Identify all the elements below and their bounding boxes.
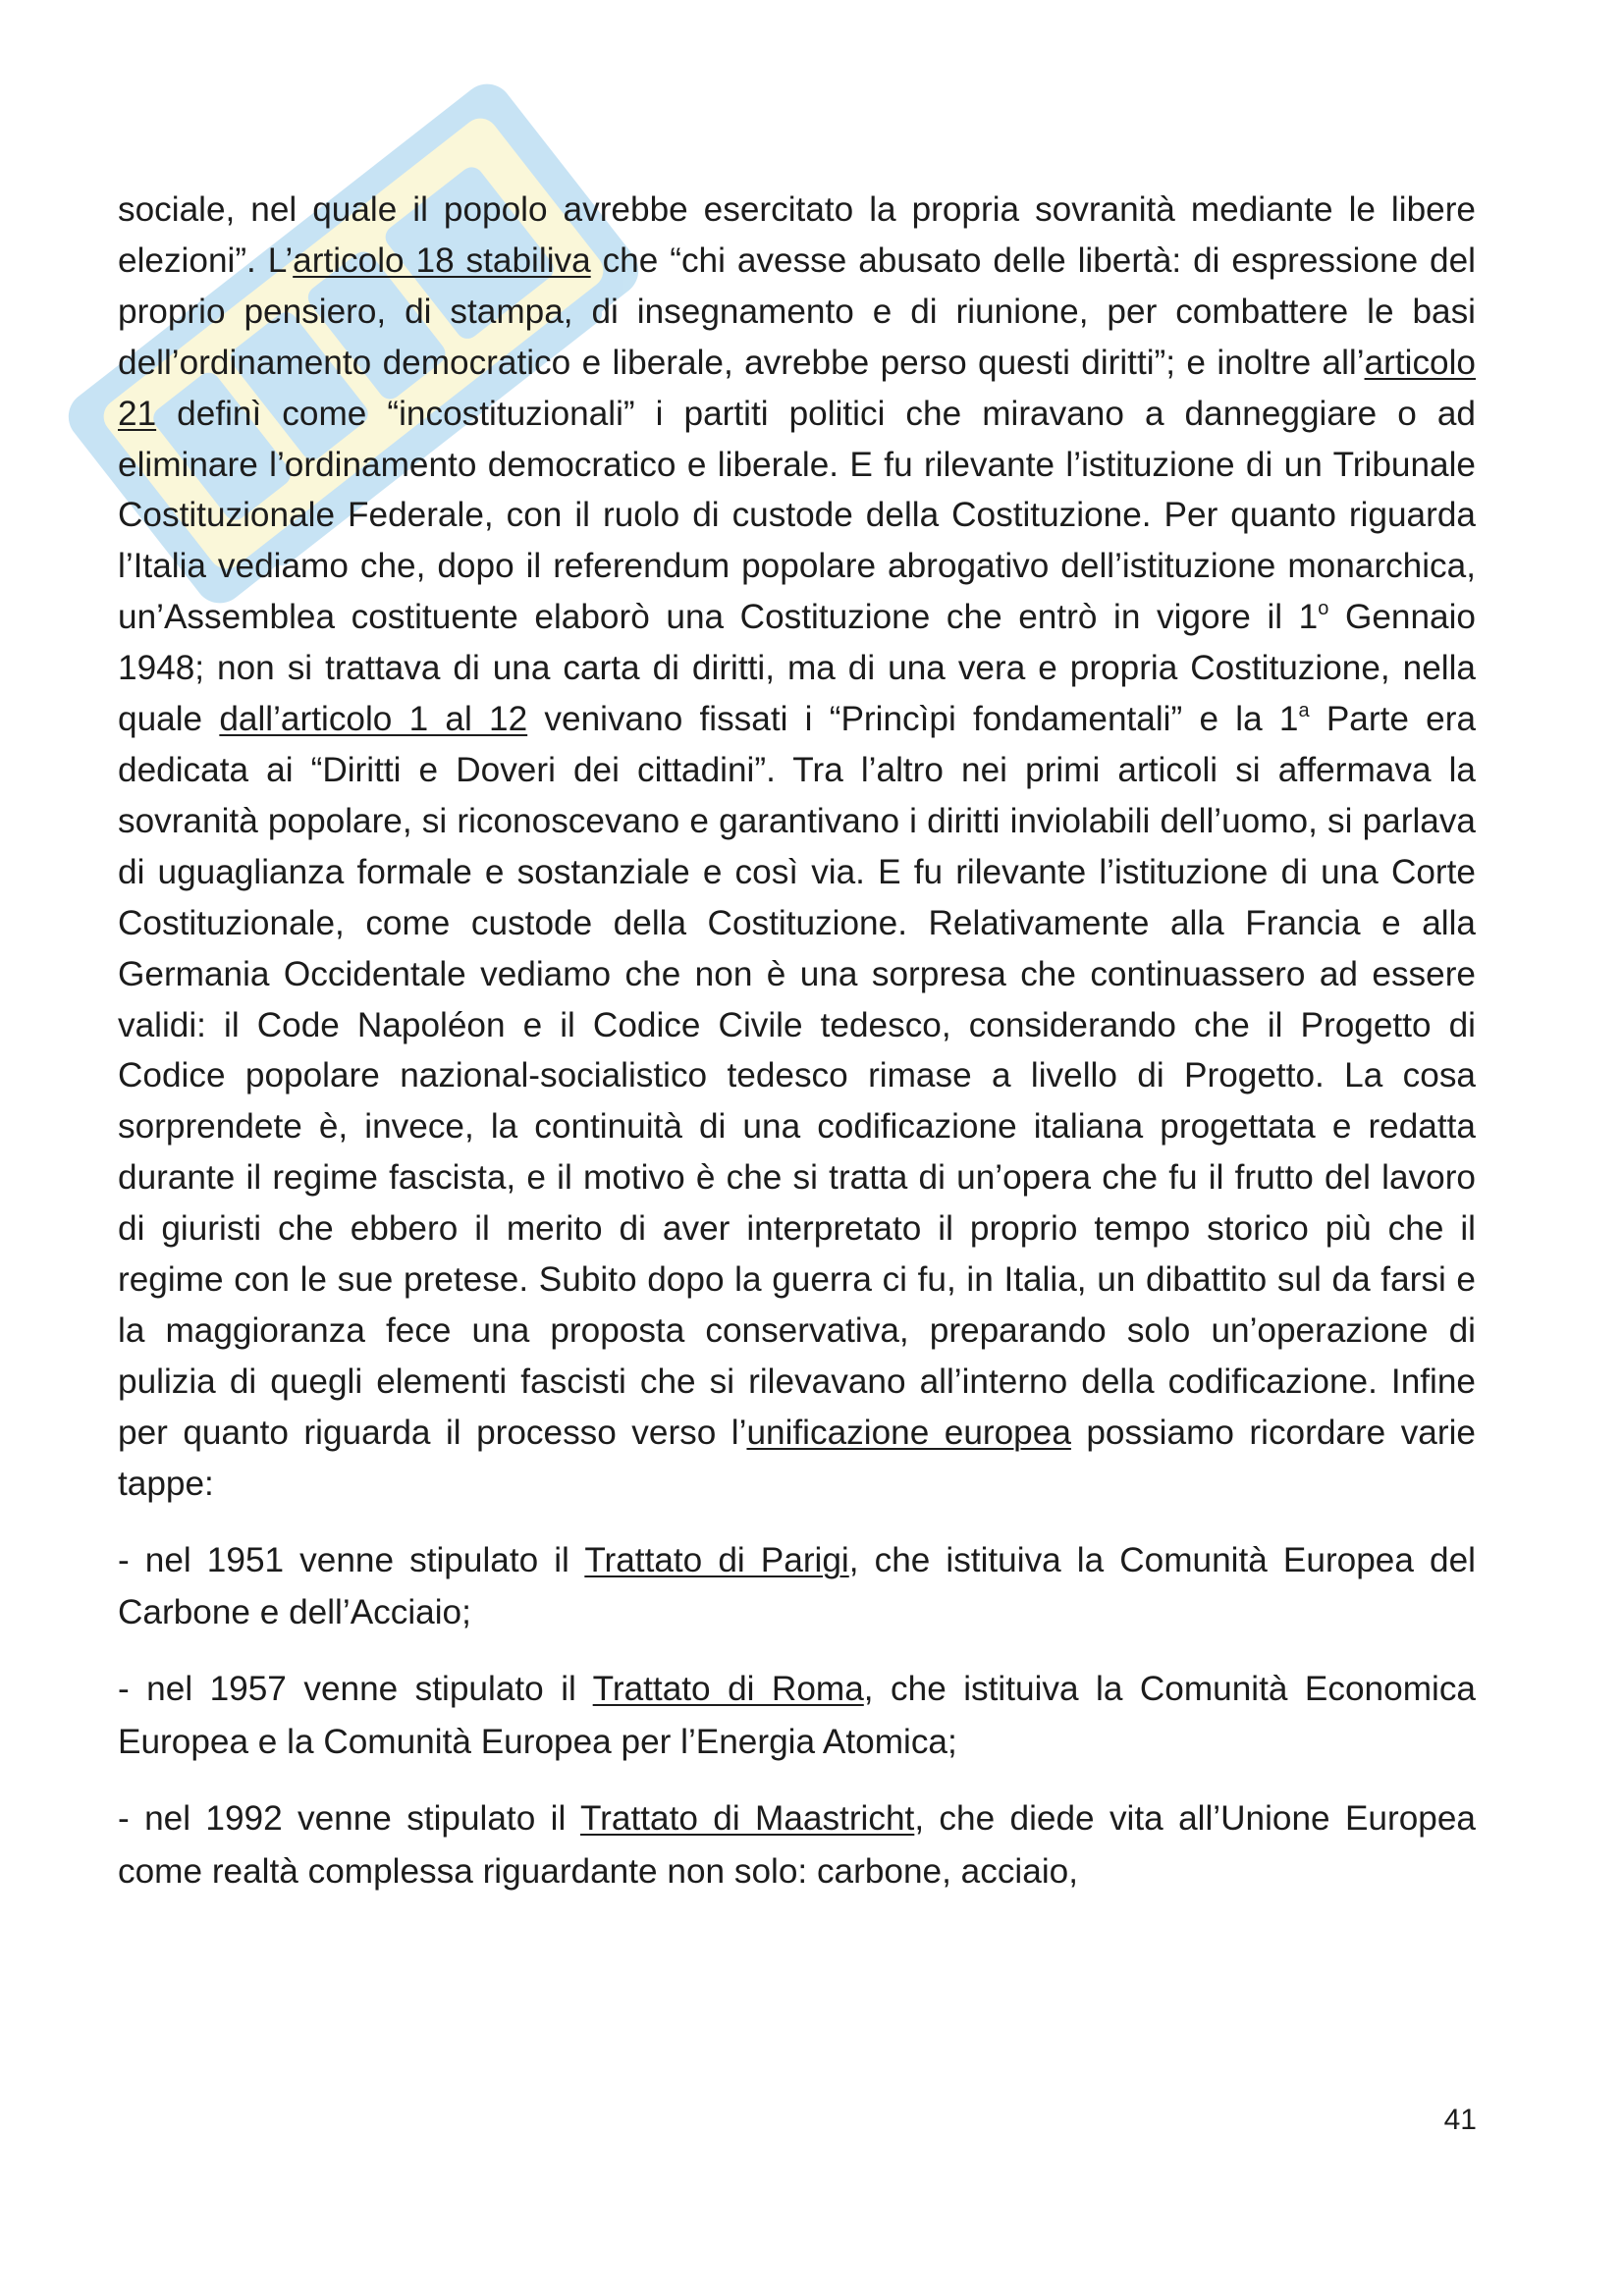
text-run: - nel 1992: [118, 1799, 298, 1839]
text-run: venne stipulato il: [299, 1540, 585, 1579]
text-run: - nel 1951: [118, 1540, 300, 1579]
superscript: a: [1298, 700, 1310, 722]
body-text: [118, 185, 1476, 1897]
link-trattato-roma: Trattato di Roma: [592, 1670, 864, 1709]
link-trattato-maastricht: Trattato di Maastricht: [579, 1799, 915, 1839]
text-run: , che istituiva la Comunità Economica Europea e la Comunità Europea per l’Energia Atomica;: [118, 1670, 1476, 1762]
page-number: 41: [1443, 2104, 1477, 2136]
text-run: , che diede vita all’Unione Europea come realtà complessa riguardante non solo: carbone, acciaio,: [118, 1799, 1476, 1892]
text-run: che “chi avesse abusato delle libertà: di espressione del proprio pensiero, di stampa, di insegnamento e di riunione, per combattere le basi dell’ordinamento democratico e liberale, avrebbe perso questi diritti”; e inoltre all’: [118, 240, 1476, 382]
list-item: [118, 1664, 1476, 1768]
link-unificazione-europea: unificazione europea: [746, 1413, 1071, 1452]
superscript: o: [1318, 598, 1329, 620]
link-articolo-21: articolo 21: [118, 343, 1476, 433]
link-trattato-parigi: Trattato di Parigi: [584, 1540, 849, 1579]
text-run: , che istituiva la Comunità Europea del Carbone e dell’Acciaio;: [118, 1540, 1476, 1632]
text-run: Gennaio 1948; non si trattava di una carta di diritti, ma di una vera e propria Costituzione, nella quale: [118, 598, 1477, 739]
link-articoli-1-12: dall’articolo 1 al 12: [219, 700, 528, 739]
text-run: venne stipulato il: [298, 1799, 580, 1839]
text-run: - nel 1957: [118, 1670, 304, 1709]
text-run: venivano fissati i “Princìpi fondamentali” e la 1: [527, 700, 1299, 739]
text-run: possiamo ricordare varie tappe:: [118, 1413, 1476, 1503]
list-item: [118, 1793, 1476, 1897]
text-run: sociale, nel quale il popolo avrebbe esercitato la propria sovranità mediante le libere elezioni”. L’: [118, 190, 1476, 280]
list-item: [118, 1535, 1476, 1639]
text-run: definì come “incostituzionali” i partiti politici che miravano a danneggiare o ad eliminare l’ordinamento democratico e liberale. E fu rilevante l’istituzione di un Tribunale Costituzionale Federale, con il ruolo di custode della Costituzione. Per quanto riguarda l’Italia vediamo che, dopo il referendum popolare abrogativo dell’istituzione monarchica, un’Assemblea costituente elaborò una Costituzione che entrò in vigore il 1: [118, 394, 1476, 637]
text-run: venne stipulato il: [303, 1670, 593, 1709]
text-run: Parte era dedicata ai “Diritti e Doveri dei cittadini”. Tra l’altro nei primi articoli si affermava la sovranità popolare, si riconoscevano e garantivano i diritti inviolabili dell’uomo, si parlava di uguaglianza formale e sostanziale e così via. E fu rilevante l’istituzione di una Corte Costituzionale, come custode della Costituzione. Relativamente alla Francia e alla Germania Occidentale vediamo che non è una sorpresa che continuassero ad essere validi: il Code Napoléon e il Codice Civile tedesco, considerando che il Progetto di Codice popolare nazional-socialistico tedesco rimase a livello di Progetto. La cosa sorprendete è, invece, la continuità di una codificazione italiana progettata e redatta durante il regime fascista, e il motivo è che si tratta di un’opera che fu il frutto del lavoro di giuristi che ebbero il merito di aver interpretato il proprio tempo storico più che il regime con le sue pretese. Subito dopo la guerra ci fu, in Italia, un dibattito sul da farsi e la maggioranza fece una proposta conservativa, preparando solo un’operazione di pulizia di quegli elementi fascisti che si rilevavano all’interno della codificazione. Infine per quanto riguarda il processo verso l’: [118, 700, 1477, 1452]
link-articolo-18: articolo 18 stabiliva: [293, 240, 591, 280]
paragraph: [118, 185, 1476, 1510]
